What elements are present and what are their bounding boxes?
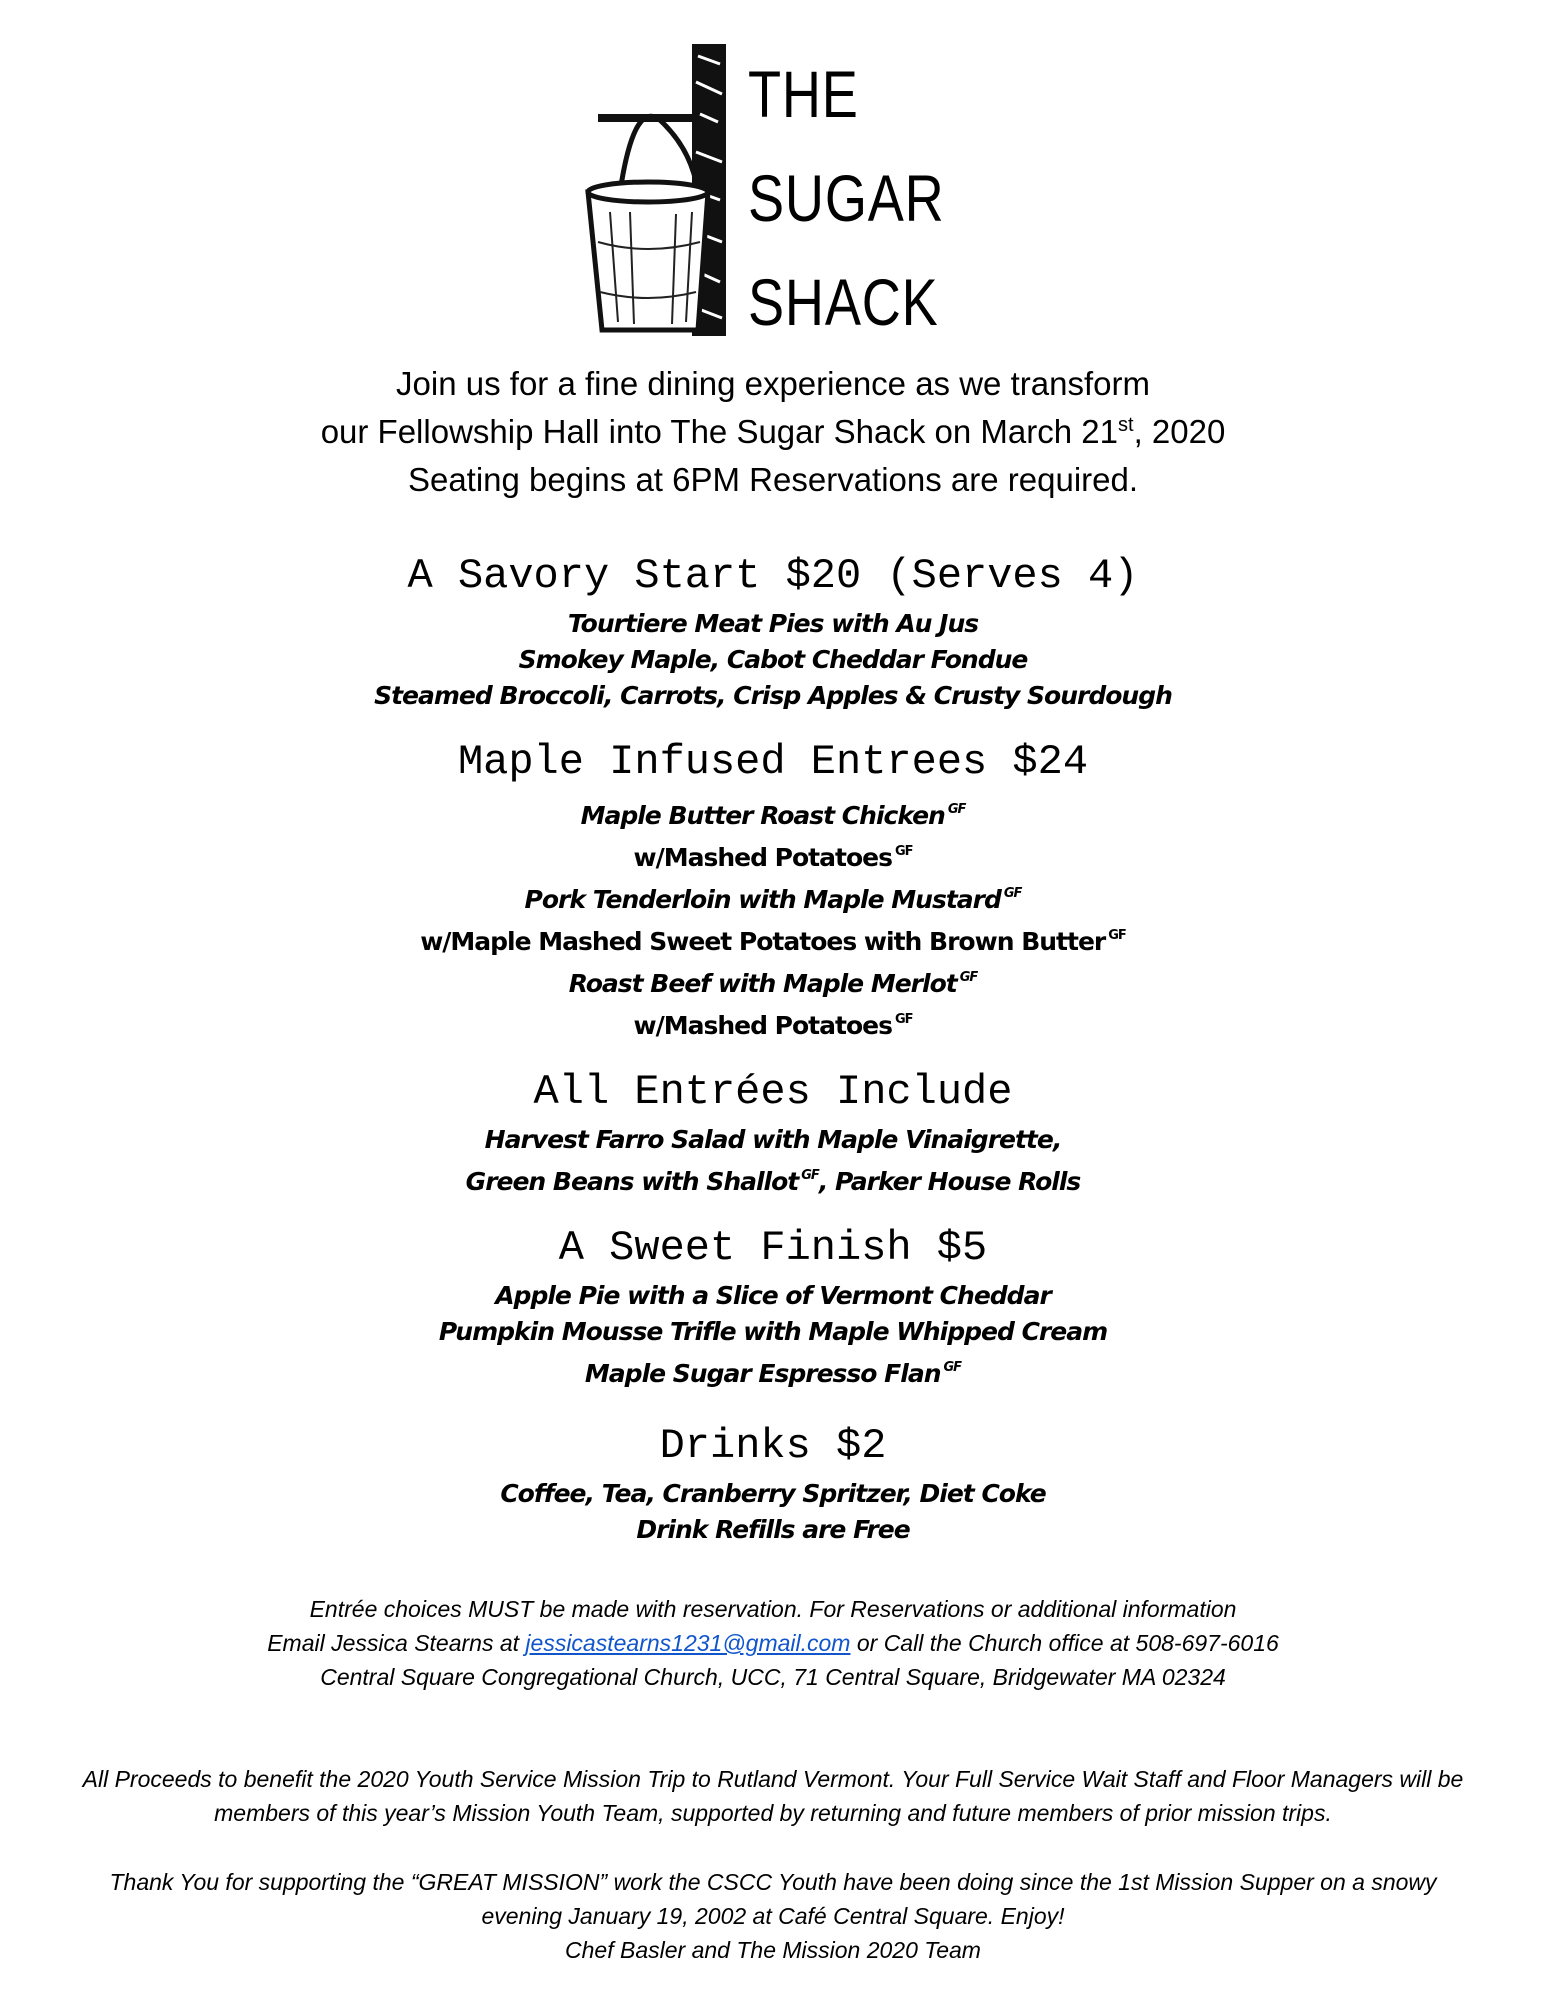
thank-you-note (0, 1865, 1546, 1967)
intro-text: , 2020 (1133, 413, 1226, 450)
proceeds-line: All Proceeds to benefit the 2020 Youth Service Mission Trip to Rutland Vermont. Your Full Service Wait Staff and Floor Managers will be (82, 1766, 1464, 1792)
email-link[interactable]: jessicastearns1231@gmail.com (525, 1630, 851, 1656)
menu-item: Harvest Farro Salad with Maple Vinaigrette, (484, 1125, 1062, 1154)
gluten-free-mark: GF (801, 1168, 819, 1183)
gluten-free-mark: GF (1003, 886, 1022, 901)
menu-item: Apple Pie with a Slice of Vermont Cheddar (495, 1281, 1051, 1310)
menu-item (0, 918, 1546, 960)
logo-title-line: SHACK (748, 265, 939, 339)
menu-item (0, 876, 1546, 918)
menu-item: Drink Refills are Free (636, 1515, 910, 1544)
notes-line: Entrée choices MUST be made with reservation. For Reservations or additional information (309, 1596, 1237, 1622)
menu-item-text: Maple Sugar Espresso Flan (584, 1359, 941, 1388)
menu-item-text: Green Beans with Shallot (465, 1167, 799, 1196)
intro (0, 360, 1546, 504)
menu-item-text: Roast Beef with Maple Merlot (568, 969, 957, 998)
section-title: Maple Infused Entrees $24 (457, 738, 1089, 786)
notes-line: Central Square Congregational Church, UCC, 71 Central Square, Bridgewater MA 02324 (320, 1664, 1226, 1690)
gluten-free-mark: GF (894, 1012, 913, 1027)
menu (0, 546, 1546, 1548)
intro-text: our Fellowship Hall into The Sugar Shack on March 21 (320, 413, 1118, 450)
menu-item-text: Pork Tenderloin with Maple Mustard (524, 885, 1001, 914)
intro-line: Seating begins at 6PM Reservations are required. (407, 461, 1139, 498)
thanks-line: evening January 19, 2002 at Café Central Square. Enjoy! (481, 1903, 1065, 1929)
logo (580, 42, 1000, 342)
gluten-free-mark: GF (947, 802, 966, 817)
section-title: A Sweet Finish $5 (558, 1224, 988, 1272)
menu-item-text: w/Mashed Potatoes (633, 1011, 892, 1040)
gluten-free-mark: GF (959, 970, 978, 985)
gluten-free-mark: GF (1108, 928, 1126, 943)
menu-item: Pumpkin Mousse Trifle with Maple Whipped Cream (438, 1317, 1108, 1346)
menu-item (0, 960, 1546, 1002)
section-title: A Savory Start $20 (Serves 4) (407, 552, 1139, 600)
proceeds-line: members of this year’s Mission Youth Team, supported by returning and future members of prior mission trips. (214, 1800, 1332, 1826)
intro-line (0, 408, 1546, 456)
menu-item (0, 1002, 1546, 1044)
menu-item (0, 834, 1546, 876)
gluten-free-mark: GF (894, 844, 913, 859)
menu-item: Smokey Maple, Cabot Cheddar Fondue (518, 645, 1028, 674)
notes-line (0, 1626, 1546, 1660)
menu-item (0, 1158, 1546, 1200)
notes-text: Email Jessica Stearns at (267, 1630, 520, 1656)
menu-section-sweet (0, 1218, 1546, 1392)
maple-sap-bucket-icon (580, 42, 740, 342)
logo-title-line: THE (748, 57, 859, 131)
intro-line: Join us for a fine dining experience as we transform (396, 365, 1150, 402)
ordinal-suffix: st (1118, 414, 1134, 436)
menu-item-text: , Parker House Rolls (818, 1167, 1081, 1196)
gluten-free-mark: GF (943, 1360, 962, 1375)
menu-section-entrees (0, 732, 1546, 1044)
logo-title-line: SUGAR (748, 161, 945, 235)
section-title: Drinks $2 (659, 1422, 887, 1470)
menu-item (0, 792, 1546, 834)
menu-item-text: w/Maple Mashed Sweet Potatoes with Brown Butter (420, 927, 1106, 956)
menu-section-savory (0, 546, 1546, 714)
thanks-signature: Chef Basler and The Mission 2020 Team (565, 1937, 981, 1963)
notes-text: or Call the Church office at 508-697-6016 (856, 1630, 1279, 1656)
menu-section-drinks (0, 1416, 1546, 1548)
section-title: All Entrées Include (533, 1068, 1013, 1116)
reservation-notes (0, 1592, 1546, 1694)
menu-section-include (0, 1062, 1546, 1200)
menu-item-text: w/Mashed Potatoes (633, 843, 892, 872)
menu-item-text: Maple Butter Roast Chicken (580, 801, 945, 830)
menu-item: Steamed Broccoli, Carrots, Crisp Apples & Crusty Sourdough (374, 681, 1172, 710)
thanks-line: Thank You for supporting the “GREAT MISSION” work the CSCC Youth have been doing since the 1st Mission Supper on a snowy (109, 1869, 1437, 1895)
proceeds-note (0, 1762, 1546, 1830)
menu-item: Tourtiere Meat Pies with Au Jus (567, 609, 979, 638)
menu-item (0, 1350, 1546, 1392)
logo-title (748, 42, 1008, 354)
menu-item: Coffee, Tea, Cranberry Spritzer, Diet Coke (500, 1479, 1046, 1508)
